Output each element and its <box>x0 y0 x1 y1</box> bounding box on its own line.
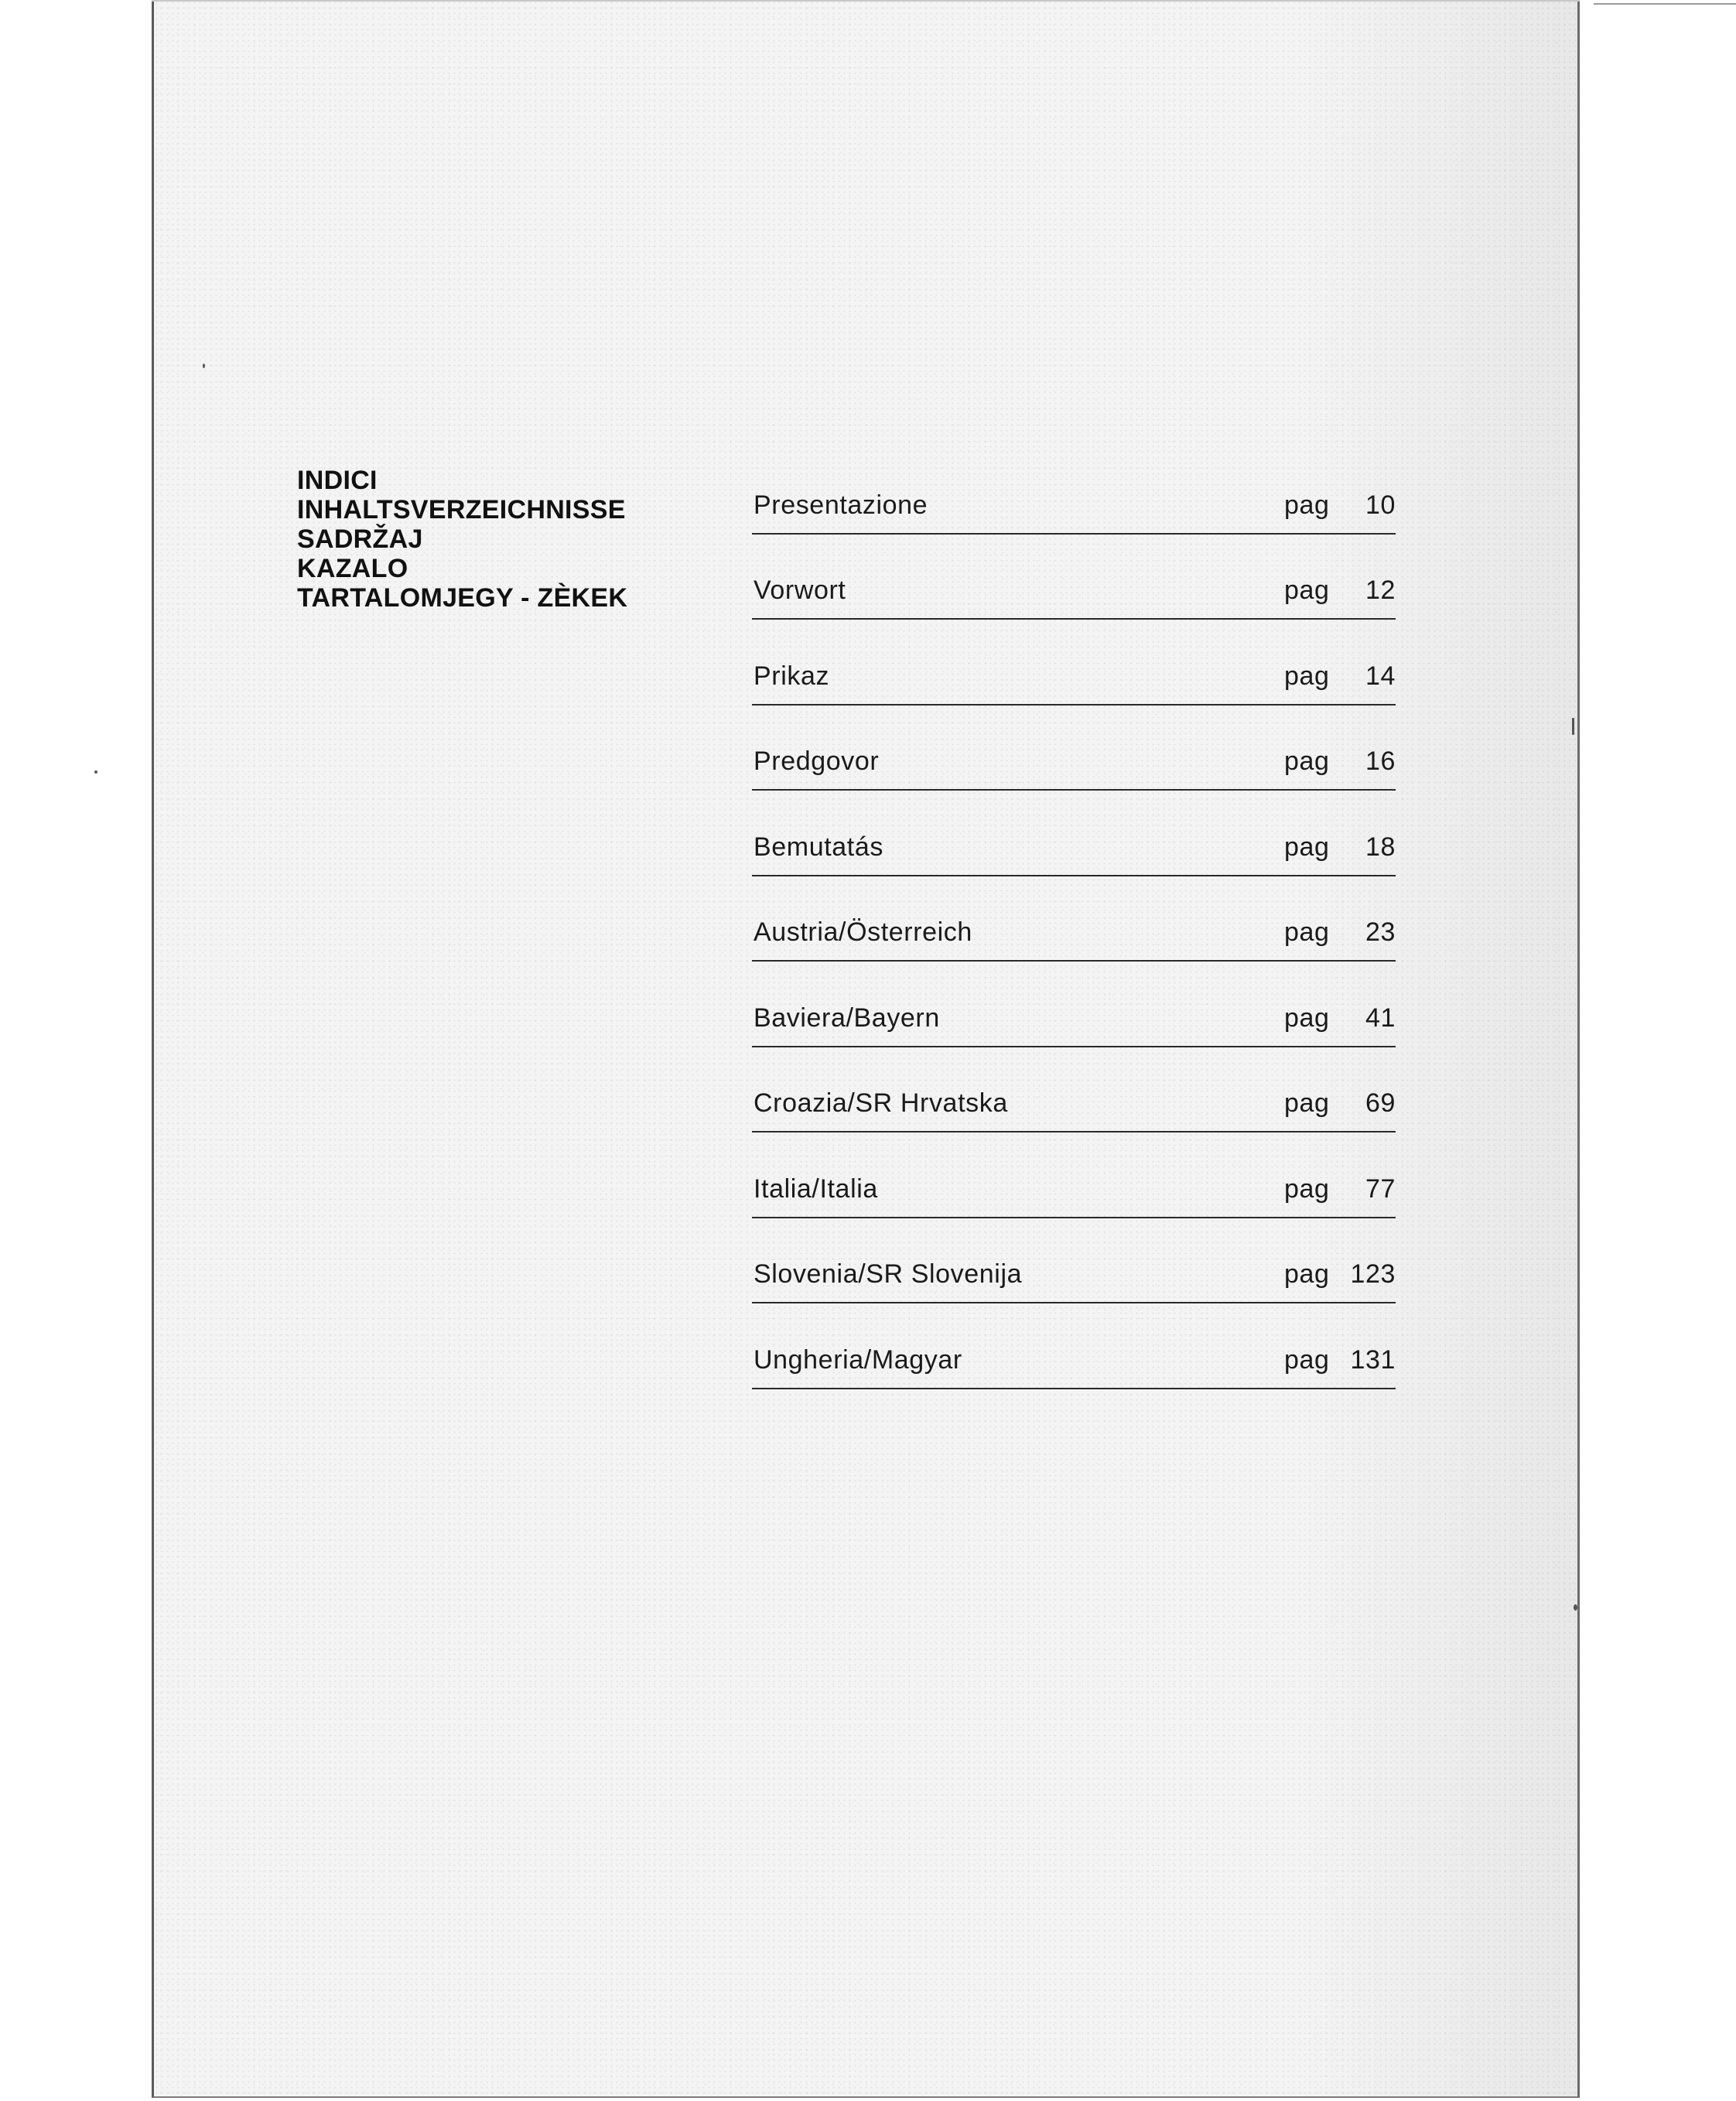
toc-entry-presentazione[interactable] <box>752 449 1396 535</box>
toc-page-number: 123 <box>1350 1259 1396 1289</box>
toc-pag-label: pag <box>1284 490 1330 520</box>
toc-pag-label: pag <box>1284 1173 1330 1204</box>
heading-line-kazalo: KAZALO <box>297 554 408 583</box>
toc-page-number: 16 <box>1365 746 1396 776</box>
toc-entry-title: Austria/Österreich <box>754 917 972 947</box>
toc-entry-title: Prikaz <box>754 661 830 691</box>
toc-entry-predgovor[interactable] <box>752 705 1396 791</box>
toc-entry-croazia[interactable] <box>752 1047 1396 1133</box>
toc-entry-title: Slovenia/SR Slovenija <box>754 1259 1023 1289</box>
scan-speck <box>94 770 97 774</box>
toc-entry-prikaz[interactable] <box>752 620 1396 705</box>
heading-line-indici: INDICI <box>297 466 378 495</box>
toc-entry-austria[interactable] <box>752 876 1396 962</box>
table-of-contents <box>752 449 1396 1389</box>
toc-page-number: 12 <box>1365 576 1396 605</box>
toc-pag-label: pag <box>1284 1088 1330 1118</box>
adjacent-page-edge <box>1594 3 1736 5</box>
heading-line-tartalomjegy: TARTALOMJEGY - ZÈKEK <box>297 583 628 613</box>
toc-entry-title: Croazia/SR Hrvatska <box>754 1088 1008 1118</box>
toc-pag-label: pag <box>1284 1344 1330 1375</box>
toc-page-number: 23 <box>1365 917 1396 947</box>
toc-entry-title: Bemutatás <box>754 832 883 862</box>
index-heading <box>297 466 699 613</box>
scan-speck <box>1572 718 1574 735</box>
toc-entry-title: Predgovor <box>754 746 880 776</box>
toc-page-number: 77 <box>1365 1173 1396 1204</box>
toc-entry-italia[interactable] <box>752 1132 1396 1218</box>
toc-entry-title: Baviera/Bayern <box>754 1003 940 1033</box>
toc-entry-bemutatas[interactable] <box>752 791 1396 876</box>
page-top-edge <box>152 0 1580 2</box>
toc-page-number: 131 <box>1350 1344 1396 1375</box>
heading-line-inhaltsverzeichnisse: INHALTSVERZEICHNISSE <box>297 495 626 524</box>
toc-pag-label: pag <box>1284 917 1330 947</box>
toc-entry-baviera[interactable] <box>752 962 1396 1047</box>
scan-speck <box>1574 1604 1577 1611</box>
toc-entry-title: Ungheria/Magyar <box>754 1344 962 1375</box>
toc-page-number: 41 <box>1365 1003 1396 1033</box>
toc-entry-vorwort[interactable] <box>752 535 1396 620</box>
toc-pag-label: pag <box>1284 746 1330 776</box>
toc-pag-label: pag <box>1284 576 1330 605</box>
toc-pag-label: pag <box>1284 661 1330 691</box>
toc-page-number: 14 <box>1365 661 1396 691</box>
toc-page-number: 18 <box>1365 832 1396 862</box>
heading-line-sadrzaj: SADRŽAJ <box>297 524 423 554</box>
toc-page-number: 69 <box>1365 1088 1396 1118</box>
toc-page-number: 10 <box>1365 490 1396 520</box>
toc-entry-title: Presentazione <box>754 490 928 520</box>
toc-pag-label: pag <box>1284 1003 1330 1033</box>
scan-speck <box>203 364 205 368</box>
toc-entry-slovenia[interactable] <box>752 1218 1396 1304</box>
toc-entry-ungheria[interactable] <box>752 1303 1396 1389</box>
toc-pag-label: pag <box>1284 1259 1330 1289</box>
toc-entry-title: Italia/Italia <box>754 1173 878 1204</box>
toc-pag-label: pag <box>1284 832 1330 862</box>
toc-entry-title: Vorwort <box>754 576 846 605</box>
